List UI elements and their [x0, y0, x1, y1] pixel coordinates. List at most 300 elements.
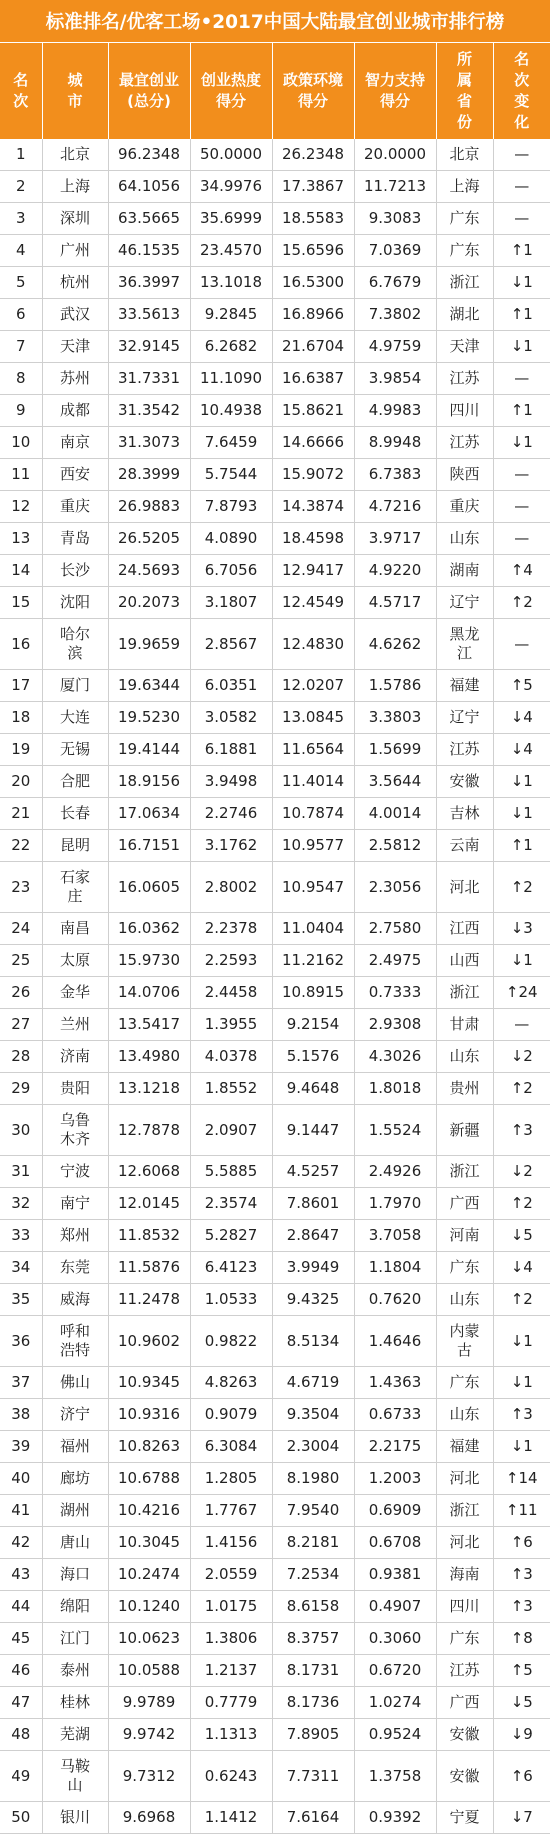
province-cell: 广西	[436, 1687, 493, 1719]
rank-cell: 19	[0, 734, 42, 766]
table-row	[0, 1802, 550, 1834]
total-score-cell: 18.9156	[108, 766, 190, 798]
policy-score-cell: 8.2181	[272, 1527, 354, 1559]
rank-change-cell: ↓3	[493, 913, 550, 945]
total-score-cell: 10.9602	[108, 1316, 190, 1367]
talent-score-cell: 2.5812	[354, 830, 436, 862]
total-score-cell: 36.3997	[108, 267, 190, 299]
heat-score-cell: 13.1018	[190, 267, 272, 299]
province-cell: 江西	[436, 913, 493, 945]
heat-score-cell: 6.7056	[190, 555, 272, 587]
heat-score-cell: 1.0533	[190, 1284, 272, 1316]
heat-score-cell: 7.8793	[190, 491, 272, 523]
table-row	[0, 1316, 550, 1367]
table-row	[0, 1041, 550, 1073]
rank-change-cell: ↓2	[493, 1156, 550, 1188]
province-cell: 福建	[436, 670, 493, 702]
policy-score-cell: 8.1736	[272, 1687, 354, 1719]
total-score-cell: 63.5665	[108, 203, 190, 235]
heat-score-cell: 5.5885	[190, 1156, 272, 1188]
talent-score-cell: 2.7580	[354, 913, 436, 945]
rank-cell: 36	[0, 1316, 42, 1367]
province-cell: 浙江	[436, 267, 493, 299]
province-cell: 福建	[436, 1431, 493, 1463]
header-talent-score: 智力支持得分	[354, 43, 436, 139]
table-row	[0, 619, 550, 670]
province-cell: 山东	[436, 1399, 493, 1431]
rank-cell: 14	[0, 555, 42, 587]
talent-score-cell: 4.0014	[354, 798, 436, 830]
province-cell: 云南	[436, 830, 493, 862]
rank-cell: 16	[0, 619, 42, 670]
policy-score-cell: 4.5257	[272, 1156, 354, 1188]
province-cell: 河北	[436, 1463, 493, 1495]
total-score-cell: 9.9789	[108, 1687, 190, 1719]
header-rank: 名次	[0, 43, 42, 139]
talent-score-cell: 20.0000	[354, 139, 436, 171]
heat-score-cell: 1.8552	[190, 1073, 272, 1105]
table-row	[0, 1367, 550, 1399]
rank-change-cell: —	[493, 459, 550, 491]
table-row	[0, 1156, 550, 1188]
rank-change-cell: ↑1	[493, 235, 550, 267]
total-score-cell: 10.4216	[108, 1495, 190, 1527]
table-row	[0, 171, 550, 203]
rank-cell: 37	[0, 1367, 42, 1399]
table-row	[0, 555, 550, 587]
table-row	[0, 1399, 550, 1431]
talent-score-cell: 0.9381	[354, 1559, 436, 1591]
province-cell: 上海	[436, 171, 493, 203]
heat-score-cell: 1.1412	[190, 1802, 272, 1834]
city-cell: 无锡	[42, 734, 108, 766]
rank-cell: 47	[0, 1687, 42, 1719]
city-cell: 东莞	[42, 1252, 108, 1284]
policy-score-cell: 8.1980	[272, 1463, 354, 1495]
policy-score-cell: 17.3867	[272, 171, 354, 203]
city-cell: 北京	[42, 139, 108, 171]
table-row	[0, 1463, 550, 1495]
rank-cell: 13	[0, 523, 42, 555]
heat-score-cell: 0.6243	[190, 1751, 272, 1802]
total-score-cell: 10.6788	[108, 1463, 190, 1495]
heat-score-cell: 2.4458	[190, 977, 272, 1009]
rank-change-cell: ↓1	[493, 1316, 550, 1367]
total-score-cell: 26.9883	[108, 491, 190, 523]
policy-score-cell: 8.1731	[272, 1655, 354, 1687]
rank-cell: 24	[0, 913, 42, 945]
talent-score-cell: 7.0369	[354, 235, 436, 267]
total-score-cell: 32.9145	[108, 331, 190, 363]
city-cell: 宁波	[42, 1156, 108, 1188]
rank-cell: 34	[0, 1252, 42, 1284]
rank-change-cell: ↓1	[493, 331, 550, 363]
rank-change-cell: ↑8	[493, 1623, 550, 1655]
rank-change-cell: —	[493, 491, 550, 523]
table-row	[0, 945, 550, 977]
table-row	[0, 459, 550, 491]
total-score-cell: 10.8263	[108, 1431, 190, 1463]
heat-score-cell: 2.2593	[190, 945, 272, 977]
total-score-cell: 11.5876	[108, 1252, 190, 1284]
rank-cell: 20	[0, 766, 42, 798]
rank-change-cell: —	[493, 203, 550, 235]
table-row	[0, 427, 550, 459]
heat-score-cell: 3.1762	[190, 830, 272, 862]
heat-score-cell: 0.9822	[190, 1316, 272, 1367]
policy-score-cell: 7.8601	[272, 1188, 354, 1220]
heat-score-cell: 2.0559	[190, 1559, 272, 1591]
rank-cell: 9	[0, 395, 42, 427]
province-cell: 江苏	[436, 427, 493, 459]
policy-score-cell: 8.5134	[272, 1316, 354, 1367]
talent-score-cell: 2.4975	[354, 945, 436, 977]
rank-change-cell: ↓1	[493, 267, 550, 299]
header-heat-score: 创业热度得分	[190, 43, 272, 139]
province-cell: 江苏	[436, 1655, 493, 1687]
table-row	[0, 670, 550, 702]
total-score-cell: 16.0605	[108, 862, 190, 913]
talent-score-cell: 0.6733	[354, 1399, 436, 1431]
heat-score-cell: 6.4123	[190, 1252, 272, 1284]
talent-score-cell: 4.3026	[354, 1041, 436, 1073]
talent-score-cell: 1.1804	[354, 1252, 436, 1284]
policy-score-cell: 10.9577	[272, 830, 354, 862]
rank-change-cell: ↓1	[493, 945, 550, 977]
talent-score-cell: 1.8018	[354, 1073, 436, 1105]
policy-score-cell: 10.7874	[272, 798, 354, 830]
city-cell: 石家庄	[42, 862, 108, 913]
talent-score-cell: 1.0274	[354, 1687, 436, 1719]
rank-cell: 5	[0, 267, 42, 299]
province-cell: 安徽	[436, 1751, 493, 1802]
city-cell: 太原	[42, 945, 108, 977]
city-cell: 芜湖	[42, 1719, 108, 1751]
rank-change-cell: ↑3	[493, 1591, 550, 1623]
total-score-cell: 10.1240	[108, 1591, 190, 1623]
policy-score-cell: 26.2348	[272, 139, 354, 171]
talent-score-cell: 3.9717	[354, 523, 436, 555]
talent-score-cell: 2.2175	[354, 1431, 436, 1463]
city-cell: 威海	[42, 1284, 108, 1316]
table-header	[0, 43, 550, 139]
rank-change-cell: ↓9	[493, 1719, 550, 1751]
province-cell: 吉林	[436, 798, 493, 830]
heat-score-cell: 11.1090	[190, 363, 272, 395]
rank-change-cell: ↑3	[493, 1399, 550, 1431]
rank-cell: 28	[0, 1041, 42, 1073]
city-cell: 南宁	[42, 1188, 108, 1220]
talent-score-cell: 4.9983	[354, 395, 436, 427]
table-row	[0, 395, 550, 427]
table-row	[0, 1105, 550, 1156]
rank-cell: 7	[0, 331, 42, 363]
city-cell: 海口	[42, 1559, 108, 1591]
total-score-cell: 31.7331	[108, 363, 190, 395]
policy-score-cell: 7.7311	[272, 1751, 354, 1802]
province-cell: 山东	[436, 523, 493, 555]
table-row	[0, 798, 550, 830]
city-cell: 泰州	[42, 1655, 108, 1687]
policy-score-cell: 12.4549	[272, 587, 354, 619]
city-cell: 西安	[42, 459, 108, 491]
heat-score-cell: 0.9079	[190, 1399, 272, 1431]
total-score-cell: 13.1218	[108, 1073, 190, 1105]
policy-score-cell: 21.6704	[272, 331, 354, 363]
city-cell: 大连	[42, 702, 108, 734]
rank-change-cell: ↑6	[493, 1751, 550, 1802]
talent-score-cell: 2.4926	[354, 1156, 436, 1188]
province-cell: 天津	[436, 331, 493, 363]
table-row	[0, 363, 550, 395]
total-score-cell: 10.0623	[108, 1623, 190, 1655]
province-cell: 浙江	[436, 1156, 493, 1188]
rank-change-cell: ↓5	[493, 1220, 550, 1252]
heat-score-cell: 6.0351	[190, 670, 272, 702]
policy-score-cell: 9.4325	[272, 1284, 354, 1316]
province-cell: 新疆	[436, 1105, 493, 1156]
header-policy-score: 政策环境得分	[272, 43, 354, 139]
total-score-cell: 31.3542	[108, 395, 190, 427]
policy-score-cell: 15.8621	[272, 395, 354, 427]
policy-score-cell: 16.6387	[272, 363, 354, 395]
table-row	[0, 862, 550, 913]
talent-score-cell: 3.3803	[354, 702, 436, 734]
header-city: 城市	[42, 43, 108, 139]
rank-cell: 8	[0, 363, 42, 395]
rank-cell: 15	[0, 587, 42, 619]
heat-score-cell: 4.0378	[190, 1041, 272, 1073]
policy-score-cell: 11.6564	[272, 734, 354, 766]
table-row	[0, 523, 550, 555]
talent-score-cell: 1.4363	[354, 1367, 436, 1399]
heat-score-cell: 2.3574	[190, 1188, 272, 1220]
ranking-table	[0, 43, 550, 1834]
province-cell: 内蒙古	[436, 1316, 493, 1367]
province-cell: 安徽	[436, 766, 493, 798]
rank-change-cell: ↑1	[493, 299, 550, 331]
province-cell: 广东	[436, 1252, 493, 1284]
heat-score-cell: 2.0907	[190, 1105, 272, 1156]
city-cell: 兰州	[42, 1009, 108, 1041]
city-cell: 广州	[42, 235, 108, 267]
heat-score-cell: 1.7767	[190, 1495, 272, 1527]
city-cell: 贵阳	[42, 1073, 108, 1105]
talent-score-cell: 1.3758	[354, 1751, 436, 1802]
rank-change-cell: ↑2	[493, 1073, 550, 1105]
talent-score-cell: 0.9524	[354, 1719, 436, 1751]
rank-cell: 12	[0, 491, 42, 523]
rank-change-cell: —	[493, 1009, 550, 1041]
talent-score-cell: 0.6720	[354, 1655, 436, 1687]
province-cell: 江苏	[436, 734, 493, 766]
total-score-cell: 19.4144	[108, 734, 190, 766]
rank-change-cell: ↑1	[493, 830, 550, 862]
city-cell: 湖州	[42, 1495, 108, 1527]
policy-score-cell: 15.9072	[272, 459, 354, 491]
table-row	[0, 1284, 550, 1316]
talent-score-cell: 0.7333	[354, 977, 436, 1009]
province-cell: 广东	[436, 235, 493, 267]
policy-score-cell: 2.8647	[272, 1220, 354, 1252]
rank-change-cell: ↑3	[493, 1559, 550, 1591]
total-score-cell: 11.8532	[108, 1220, 190, 1252]
rank-change-cell: ↑2	[493, 862, 550, 913]
province-cell: 北京	[436, 139, 493, 171]
city-cell: 长沙	[42, 555, 108, 587]
rank-change-cell: ↓1	[493, 1431, 550, 1463]
policy-score-cell: 10.9547	[272, 862, 354, 913]
heat-score-cell: 5.2827	[190, 1220, 272, 1252]
heat-score-cell: 1.1313	[190, 1719, 272, 1751]
table-row	[0, 1073, 550, 1105]
table-row	[0, 1655, 550, 1687]
province-cell: 陕西	[436, 459, 493, 491]
rank-change-cell: ↑2	[493, 1188, 550, 1220]
total-score-cell: 24.5693	[108, 555, 190, 587]
province-cell: 湖南	[436, 555, 493, 587]
city-cell: 桂林	[42, 1687, 108, 1719]
table-row	[0, 235, 550, 267]
heat-score-cell: 4.0890	[190, 523, 272, 555]
rank-cell: 41	[0, 1495, 42, 1527]
heat-score-cell: 10.4938	[190, 395, 272, 427]
province-cell: 山西	[436, 945, 493, 977]
city-cell: 金华	[42, 977, 108, 1009]
table-row	[0, 766, 550, 798]
rank-change-cell: ↑11	[493, 1495, 550, 1527]
rank-cell: 29	[0, 1073, 42, 1105]
talent-score-cell: 0.3060	[354, 1623, 436, 1655]
table-row	[0, 1495, 550, 1527]
rank-change-cell: ↑4	[493, 555, 550, 587]
province-cell: 广东	[436, 1367, 493, 1399]
heat-score-cell: 6.1881	[190, 734, 272, 766]
city-cell: 乌鲁木齐	[42, 1105, 108, 1156]
table-row	[0, 702, 550, 734]
policy-score-cell: 9.2154	[272, 1009, 354, 1041]
province-cell: 重庆	[436, 491, 493, 523]
rank-change-cell: —	[493, 363, 550, 395]
rank-cell: 50	[0, 1802, 42, 1834]
talent-score-cell: 9.3083	[354, 203, 436, 235]
policy-score-cell: 15.6596	[272, 235, 354, 267]
rank-change-cell: ↑5	[493, 1655, 550, 1687]
talent-score-cell: 0.6708	[354, 1527, 436, 1559]
talent-score-cell: 0.7620	[354, 1284, 436, 1316]
policy-score-cell: 11.0404	[272, 913, 354, 945]
rank-change-cell: —	[493, 171, 550, 203]
header-province: 所属省份	[436, 43, 493, 139]
table-row	[0, 139, 550, 171]
total-score-cell: 96.2348	[108, 139, 190, 171]
heat-score-cell: 3.0582	[190, 702, 272, 734]
table-row	[0, 267, 550, 299]
province-cell: 浙江	[436, 977, 493, 1009]
talent-score-cell: 3.7058	[354, 1220, 436, 1252]
heat-score-cell: 2.8567	[190, 619, 272, 670]
total-score-cell: 31.3073	[108, 427, 190, 459]
province-cell: 广东	[436, 1623, 493, 1655]
rank-change-cell: ↑6	[493, 1527, 550, 1559]
header-row	[0, 43, 550, 139]
table-row	[0, 1527, 550, 1559]
policy-score-cell: 14.3874	[272, 491, 354, 523]
total-score-cell: 12.7878	[108, 1105, 190, 1156]
rank-change-cell: ↑14	[493, 1463, 550, 1495]
table-row	[0, 299, 550, 331]
province-cell: 辽宁	[436, 587, 493, 619]
rank-cell: 2	[0, 171, 42, 203]
rank-cell: 45	[0, 1623, 42, 1655]
rank-cell: 31	[0, 1156, 42, 1188]
heat-score-cell: 2.2378	[190, 913, 272, 945]
talent-score-cell: 2.3056	[354, 862, 436, 913]
heat-score-cell: 4.8263	[190, 1367, 272, 1399]
heat-score-cell: 35.6999	[190, 203, 272, 235]
province-cell: 河北	[436, 1527, 493, 1559]
heat-score-cell: 3.9498	[190, 766, 272, 798]
rank-cell: 17	[0, 670, 42, 702]
rank-cell: 46	[0, 1655, 42, 1687]
city-cell: 南京	[42, 427, 108, 459]
table-row	[0, 1252, 550, 1284]
province-cell: 海南	[436, 1559, 493, 1591]
talent-score-cell: 4.9759	[354, 331, 436, 363]
city-cell: 长春	[42, 798, 108, 830]
rank-cell: 38	[0, 1399, 42, 1431]
province-cell: 安徽	[436, 1719, 493, 1751]
city-cell: 南昌	[42, 913, 108, 945]
total-score-cell: 64.1056	[108, 171, 190, 203]
city-cell: 厦门	[42, 670, 108, 702]
rank-change-cell: ↑24	[493, 977, 550, 1009]
city-cell: 福州	[42, 1431, 108, 1463]
heat-score-cell: 1.2805	[190, 1463, 272, 1495]
talent-score-cell: 1.5699	[354, 734, 436, 766]
heat-score-cell: 2.8002	[190, 862, 272, 913]
table-row	[0, 913, 550, 945]
total-score-cell: 16.0362	[108, 913, 190, 945]
rank-cell: 25	[0, 945, 42, 977]
province-cell: 浙江	[436, 1495, 493, 1527]
city-cell: 天津	[42, 331, 108, 363]
city-cell: 武汉	[42, 299, 108, 331]
talent-score-cell: 4.6262	[354, 619, 436, 670]
heat-score-cell: 2.2746	[190, 798, 272, 830]
city-cell: 廊坊	[42, 1463, 108, 1495]
header-total-score: 最宜创业(总分)	[108, 43, 190, 139]
policy-score-cell: 18.4598	[272, 523, 354, 555]
talent-score-cell: 1.4646	[354, 1316, 436, 1367]
table-row	[0, 331, 550, 363]
rank-cell: 27	[0, 1009, 42, 1041]
rank-cell: 11	[0, 459, 42, 491]
rank-change-cell: —	[493, 619, 550, 670]
rank-cell: 33	[0, 1220, 42, 1252]
table-row	[0, 1687, 550, 1719]
rank-change-cell: ↑5	[493, 670, 550, 702]
talent-score-cell: 0.6909	[354, 1495, 436, 1527]
rank-cell: 40	[0, 1463, 42, 1495]
province-cell: 广西	[436, 1188, 493, 1220]
rank-change-cell: ↑2	[493, 587, 550, 619]
talent-score-cell: 11.7213	[354, 171, 436, 203]
rank-cell: 3	[0, 203, 42, 235]
city-cell: 杭州	[42, 267, 108, 299]
rank-cell: 4	[0, 235, 42, 267]
total-score-cell: 16.7151	[108, 830, 190, 862]
